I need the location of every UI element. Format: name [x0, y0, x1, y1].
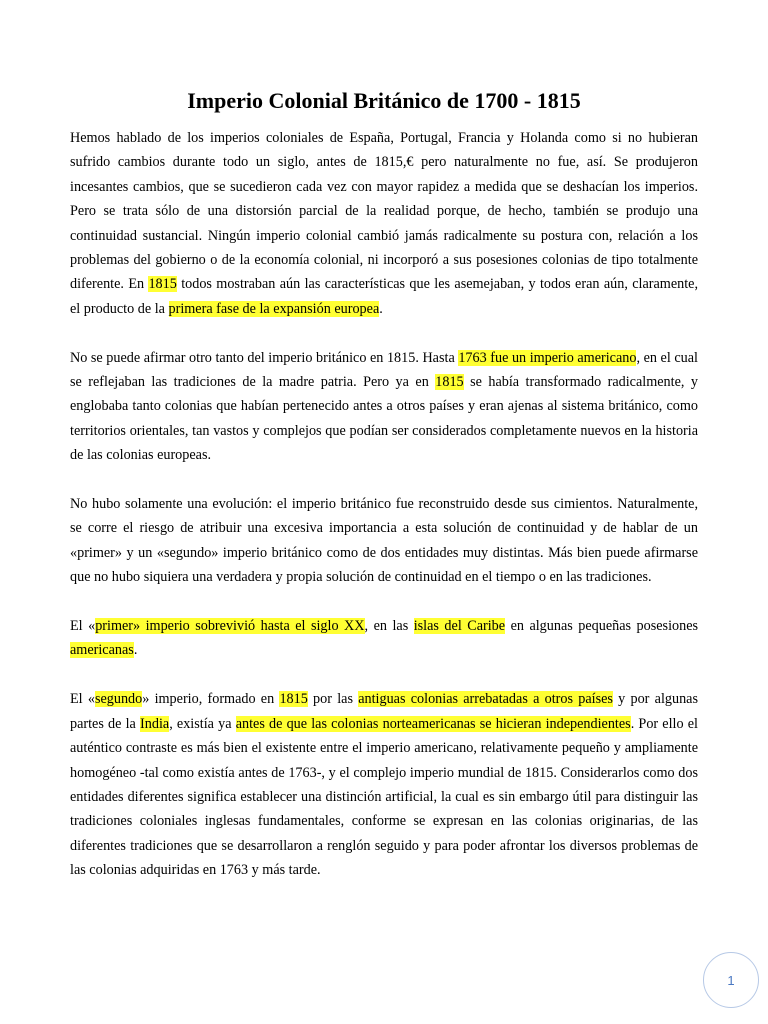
paragraph-text: y por algunas partes de la — [70, 691, 698, 732]
paragraph — [70, 126, 698, 321]
paragraph — [70, 614, 698, 663]
paragraph-text: . Por ello el auténtico contraste es más bien el existente entre el imperio americano, relativamente pequeño y ampliamente homogéneo -tal como existía antes de 1763-, y el complejo imperio mundial de 1815. Considerarlos como dos entidades diferentes significa establecer una distinción artificial, la cual es sin embargo útil para distinguir las tradiciones coloniales inglesas fundamentales, conforme se expresan en las colonias originarias, de las diferentes tradiciones que se desarrollaron a renglón seguido y para poder afrontar los diversos problemas de las colonias adquiridas en 1763 y más tarde. — [70, 715, 698, 879]
highlighted-text: India — [140, 715, 170, 732]
highlighted-text: 1763 fue un imperio americano — [458, 349, 637, 366]
highlighted-text: antes de que las colonias norteamericanas se hicieran independientes — [235, 715, 631, 732]
paragraph — [70, 687, 698, 882]
document-title: Imperio Colonial Británico de 1700 - 1815 — [187, 88, 581, 113]
highlighted-text: antiguas colonias arrebatadas a otros países — [358, 691, 613, 708]
highlighted-text: 1815 — [435, 374, 464, 391]
paragraph-text: Hemos hablado de los imperios coloniales de España, Portugal, Francia y Holanda como si no hubieran sufrido cambios durante todo un siglo, antes de 1815,€ pero naturalmente no fue, así. Se produjeron incesantes cambios, que se sucedieron cada vez con mayor rapidez a medida que se deshacían los imperios. Pero se trata sólo de una distorsión parcial de la realidad porque, de hecho, también se produjo una continuidad sustancial. Ningún imperio colonial cambió jamás radicalmente su postura con, relación a los problemas del gobierno o de la economía colonial, ni incorporó a sus posesiones colonias de tipo totalmente diferente. En — [70, 130, 698, 293]
document-page — [70, 86, 698, 907]
paragraph — [70, 346, 698, 468]
paragraph-text: » imperio, formado en — [142, 691, 280, 708]
paragraph-text: . — [379, 300, 383, 317]
paragraph-text: , existía ya — [169, 715, 236, 732]
highlighted-text: primera fase de la expansión europea — [168, 300, 380, 317]
paragraph-text: se había transformado radicalmente, y englobaba tanto colonias que habían pertenecido antes a otros países y eran ajenas al sistema británico, como territorios orientales, tan vastos y complejos que podían ser considerados completamente nuevos en la historia de las colonias europeas. — [70, 374, 698, 464]
highlighted-text: islas del Caribe — [413, 618, 506, 635]
paragraph-text: No hubo solamente una evolución: el imperio británico fue reconstruido desde sus cimientos. Naturalmente, se corre el riesgo de atribuir una excesiva importancia a esta solución de continuidad y de hablar de un «primer» y un «segundo» imperio británico como de dos entidades muy distintas. Más bien puede afirmarse que no hubo siquiera una verdadera y propia solución de continuidad en el tiempo o en las tradiciones. — [70, 496, 698, 586]
paragraph-text: por las — [307, 691, 359, 708]
paragraph — [70, 492, 698, 590]
page-number: 1 — [703, 952, 759, 1008]
paragraph-text: No se puede afirmar otro tanto del imperio británico en 1815. Hasta — [70, 349, 459, 366]
highlighted-text: 1815 — [279, 691, 308, 708]
paragraph-text: en algunas pequeñas posesiones — [505, 618, 699, 635]
paragraph-text: El « — [70, 618, 96, 635]
highlighted-text: segundo — [94, 691, 143, 708]
highlighted-text: primer» imperio sobrevivió hasta el siglo XX — [95, 618, 365, 635]
paragraph-text: , en el cual se reflejaban las tradiciones de la madre patria. Pero ya en — [70, 349, 698, 391]
highlighted-text: 1815 — [148, 276, 177, 293]
paragraph-text: El « — [70, 691, 95, 708]
paragraph-text: , en las — [364, 618, 414, 635]
paragraph-text: todos mostraban aún las características que les asemejaban, y todos eran aún, claramente, el producto de la — [70, 276, 698, 317]
highlighted-text: americanas — [70, 642, 134, 659]
document-body — [70, 126, 698, 883]
paragraph-text: . — [133, 642, 138, 659]
